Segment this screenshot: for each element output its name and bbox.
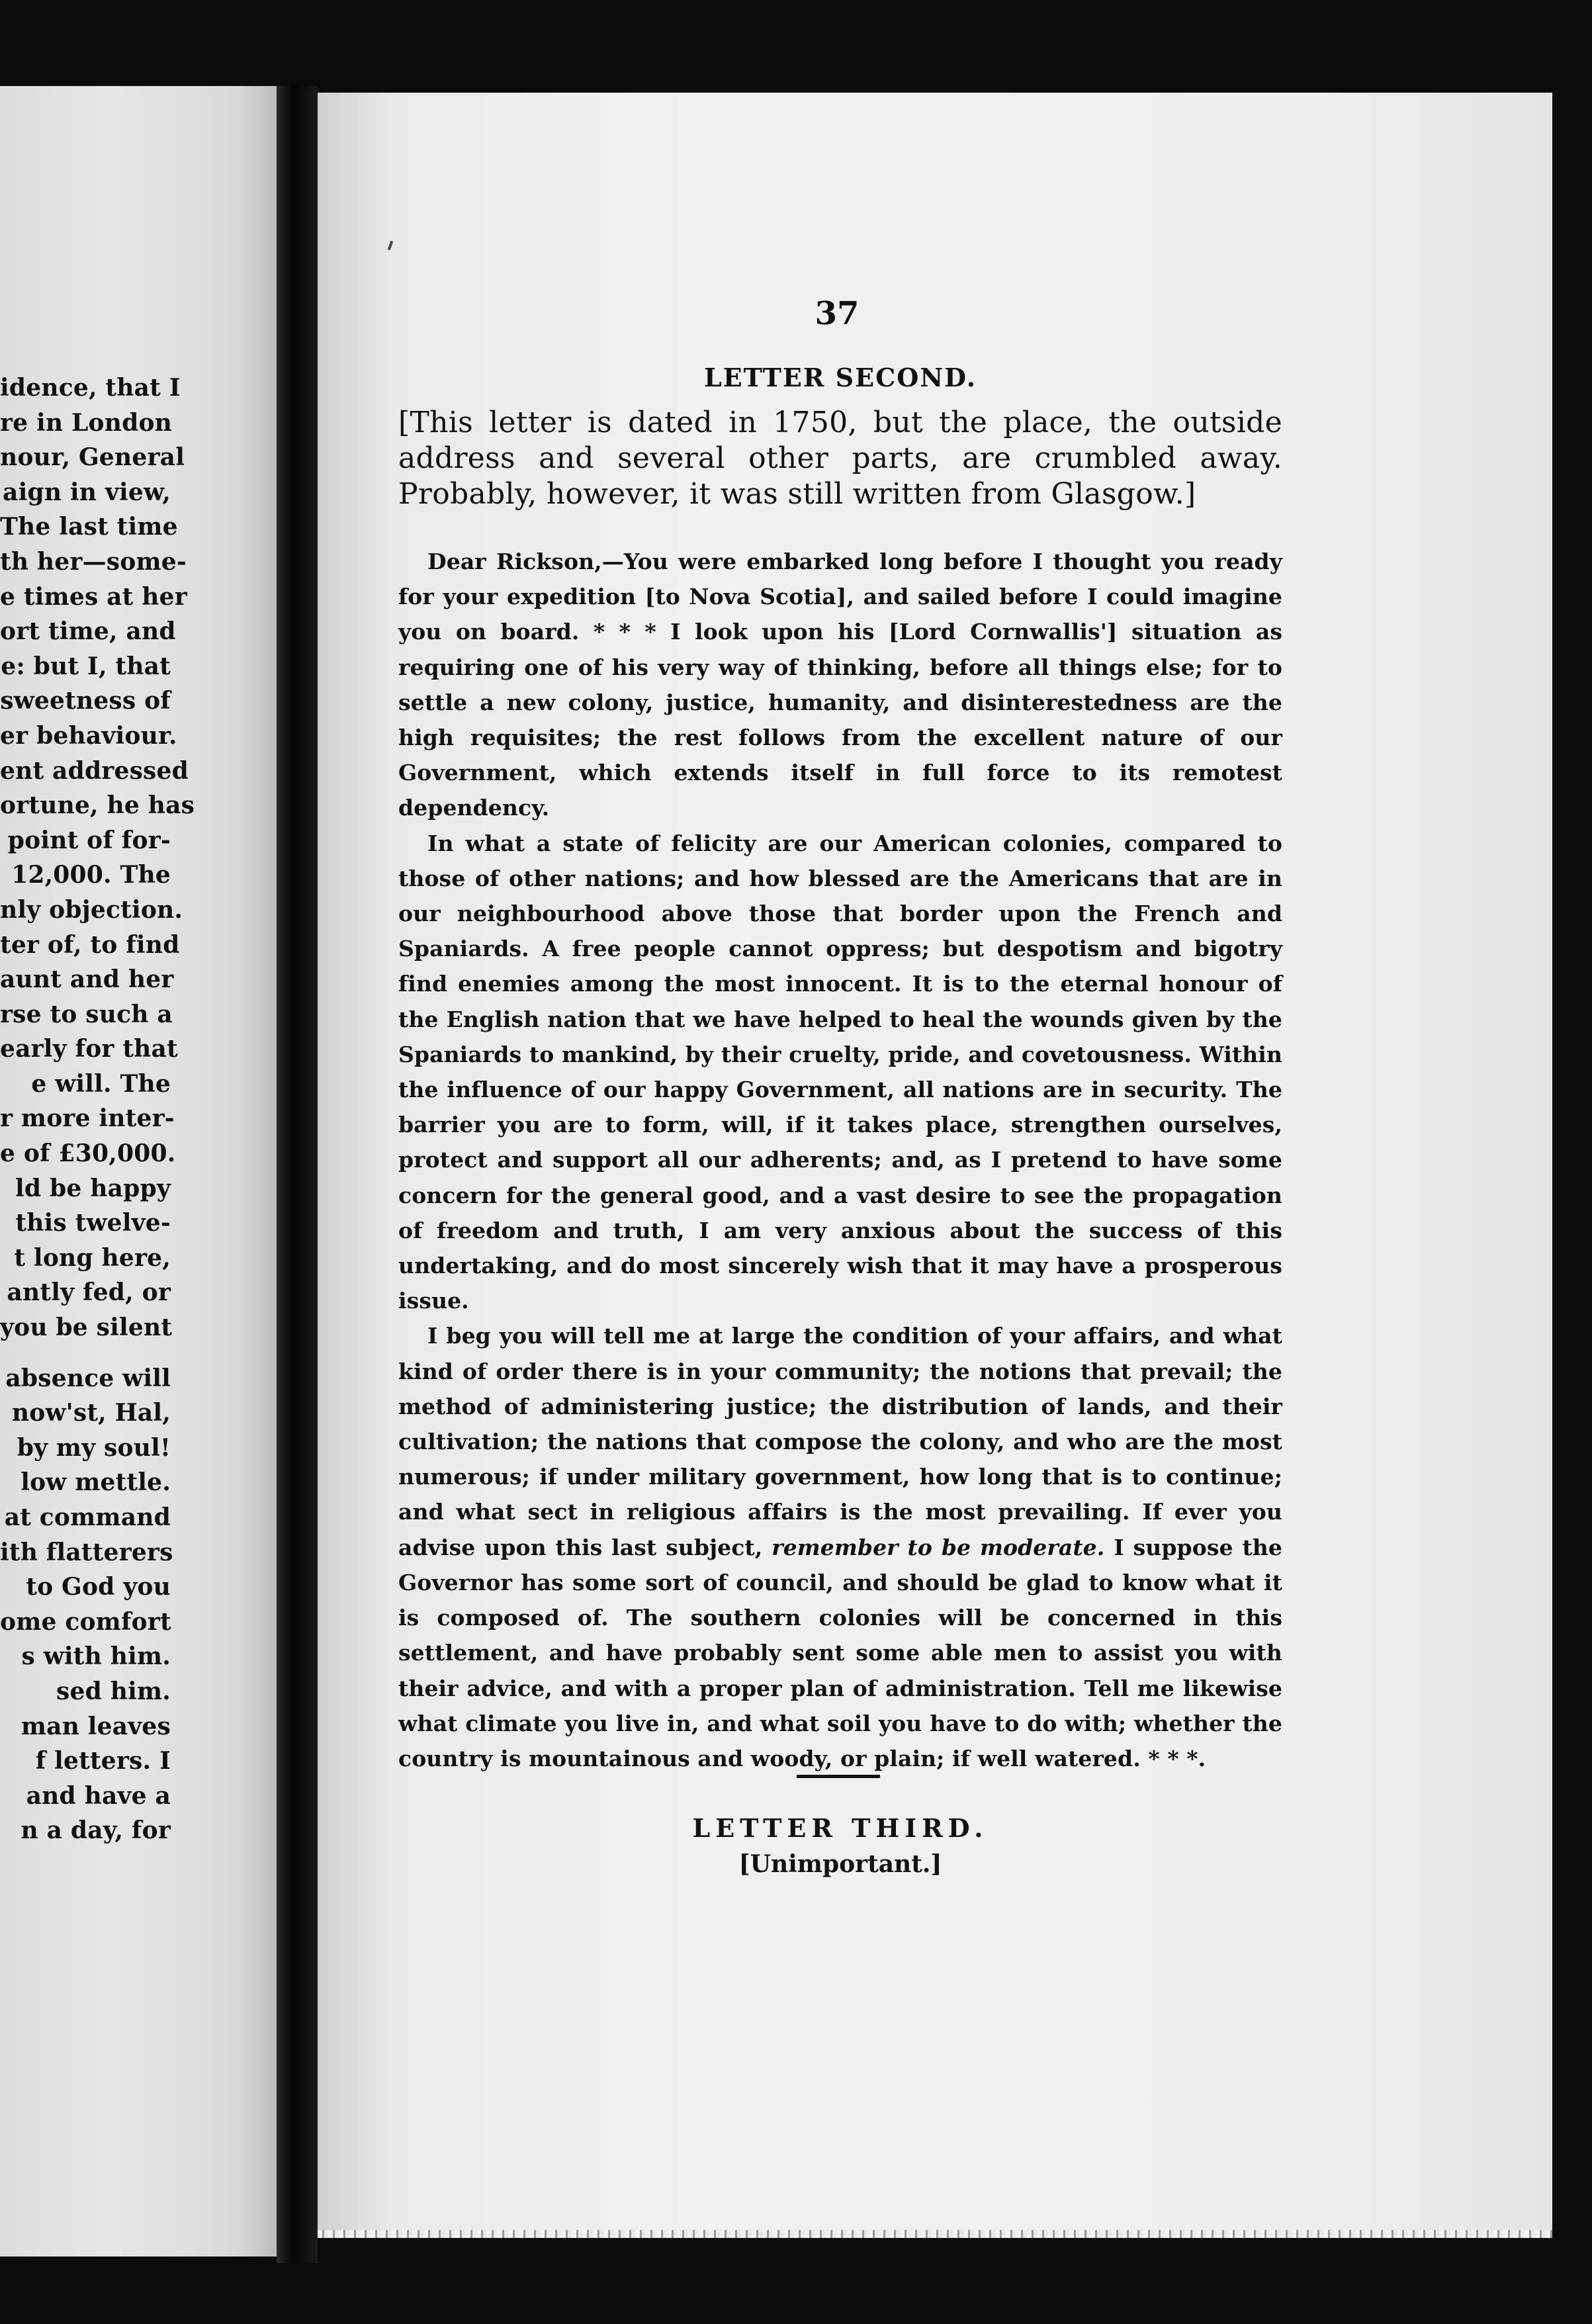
- previous-page-line: sed him.: [56, 1677, 171, 1705]
- previous-page-line: r more inter-: [0, 1104, 175, 1133]
- previous-page-line: The last time: [0, 513, 178, 541]
- previous-page-line: t long here,: [14, 1243, 171, 1272]
- emphasized-text: remember to be moderate.: [772, 1534, 1105, 1560]
- previous-page-line: nour, General: [0, 443, 185, 472]
- previous-page-line: aign in view,: [3, 478, 171, 506]
- section-separator: [797, 1775, 880, 1778]
- paragraph: [398, 826, 1282, 1319]
- previous-page-line: n a day, for: [21, 1816, 171, 1845]
- previous-page-line: you be silent: [0, 1314, 173, 1342]
- previous-page-line: man leaves: [21, 1712, 171, 1740]
- previous-page-line: ter of, to find: [0, 930, 180, 959]
- paragraph-text: I beg you will tell me at large the condition of your affairs, and what kind of order there is in your community; the notions that prevail; the method of administering justice; the distribution of lands, and their cultivation; the nations that compose the colony, and who are the most numerous; if under military government, how long that is to continue; and what sect in religious affairs is the most prevailing. If ever you advise upon this last subject,: [398, 1323, 1282, 1560]
- previous-page-line: and have a: [26, 1781, 171, 1810]
- previous-page-line: ort time, and: [0, 617, 176, 646]
- previous-page-line: e: but I, that: [1, 652, 171, 680]
- letter-heading: LETTER SECOND.: [704, 363, 977, 392]
- paragraph: [398, 544, 1282, 826]
- previous-page-line: ortune, he has: [0, 791, 195, 820]
- previous-page-line: idence, that I: [0, 374, 181, 402]
- line-gap: [0, 1345, 277, 1361]
- previous-page-line: e of £30,000.: [0, 1140, 176, 1168]
- previous-page-line: aunt and her: [0, 965, 174, 994]
- previous-page-line: ld be happy: [15, 1174, 171, 1202]
- previous-page-line: er behaviour.: [0, 721, 177, 750]
- previous-page-line: e times at her: [0, 582, 187, 611]
- intro-note: [This letter is dated in 1750, but the place, the outside address and several other parts, are crumbled away. Probably, however, it was still written from Glasgow.]: [398, 406, 1282, 511]
- previous-page-line: th her—some-: [0, 547, 187, 576]
- previous-page-line: antly fed, or: [7, 1278, 171, 1307]
- paragraph: [398, 1318, 1282, 1776]
- paragraph-text: In what a state of felicity are our American colonies, compared to those of other nations; and how blessed are the Americans that are in our neighbourhood above those that border upon the French and Spaniards. A free people cannot oppress; but despotism and bigotry find enemies among the most innocent. It is to the eternal honour of the English nation that we have helped to heal the wounds given by the Spaniards to mankind, by their cruelty, pride, and covetousness. Within the influence of our happy Government, all nations are in security. The barrier you are to form, will, if it takes place, strengthen ourselves, protect and support all our adherents; and, as I pretend to have some concern for the general good, and a vast desire to see the propagation of freedom and truth, I am very anxious about the success of this undertaking, and do most sincerely wish that it may have a prosperous issue.: [398, 830, 1282, 1314]
- previous-page-line: ome comfort: [0, 1607, 171, 1636]
- letter-body: [398, 544, 1282, 1776]
- previous-page-line: early for that: [0, 1035, 178, 1063]
- previous-page-line: re in London: [0, 408, 173, 437]
- previous-page-line: ent addressed: [0, 756, 189, 785]
- book-gutter: [277, 86, 318, 2263]
- letter-third-heading: LETTER THIRD.: [692, 1813, 989, 1843]
- previous-page-line: at command: [4, 1503, 171, 1531]
- previous-page-line: s with him.: [21, 1642, 171, 1671]
- letter-third-note: [Unimportant.]: [738, 1850, 942, 1878]
- previous-page-line: nly objection.: [0, 895, 183, 924]
- previous-page-line: rse to such a: [0, 1000, 173, 1028]
- previous-page-line: absence will: [5, 1364, 171, 1392]
- paragraph-text: Dear Rickson,—You were embarked long before I thought you ready for your expedition [to Nova Scotia], and sailed before I could imagine you on board. * * * I look upon his [Lord Cornwallis'] situation as requiring one of his very way of thinking, before all things else; for to settle a new colony, justice, humanity, and disinterestedness are the high requisites; the rest follows from the excellent nature of our Government, which extends itself in full force to its remotest dependency.: [398, 549, 1282, 821]
- previous-page-line: e will. The: [31, 1069, 171, 1098]
- previous-page-line: by my soul!: [17, 1433, 171, 1462]
- page-edge: [318, 2230, 1552, 2238]
- page-number: 37: [815, 295, 860, 332]
- previous-page-line: 12,000. The: [11, 861, 171, 889]
- previous-page-line: to God you: [26, 1573, 171, 1601]
- previous-page-line: f letters. I: [35, 1747, 171, 1775]
- previous-page-line: low mettle.: [21, 1468, 171, 1497]
- paragraph-text: I suppose the Governor has some sort of council, and should be glad to know what it is composed of. The southern colonies will be concerned in this settlement, and have probably sent some able men to assist you with their advice, and with a proper plan of administration. Tell me likewise what climate you live in, and what soil you have to do with; whether the country is mountainous and woody, or plain; if well watered. * * *.: [398, 1534, 1282, 1771]
- previous-page-text: [0, 371, 277, 1848]
- previous-page-line: point of for-: [7, 826, 171, 854]
- previous-page-line: sweetness of: [0, 687, 171, 715]
- previous-page-line: now'st, Hal,: [11, 1399, 171, 1427]
- previous-page-line: ith flatterers: [0, 1538, 173, 1566]
- previous-page: [0, 86, 277, 2257]
- previous-page-line: this twelve-: [15, 1209, 171, 1237]
